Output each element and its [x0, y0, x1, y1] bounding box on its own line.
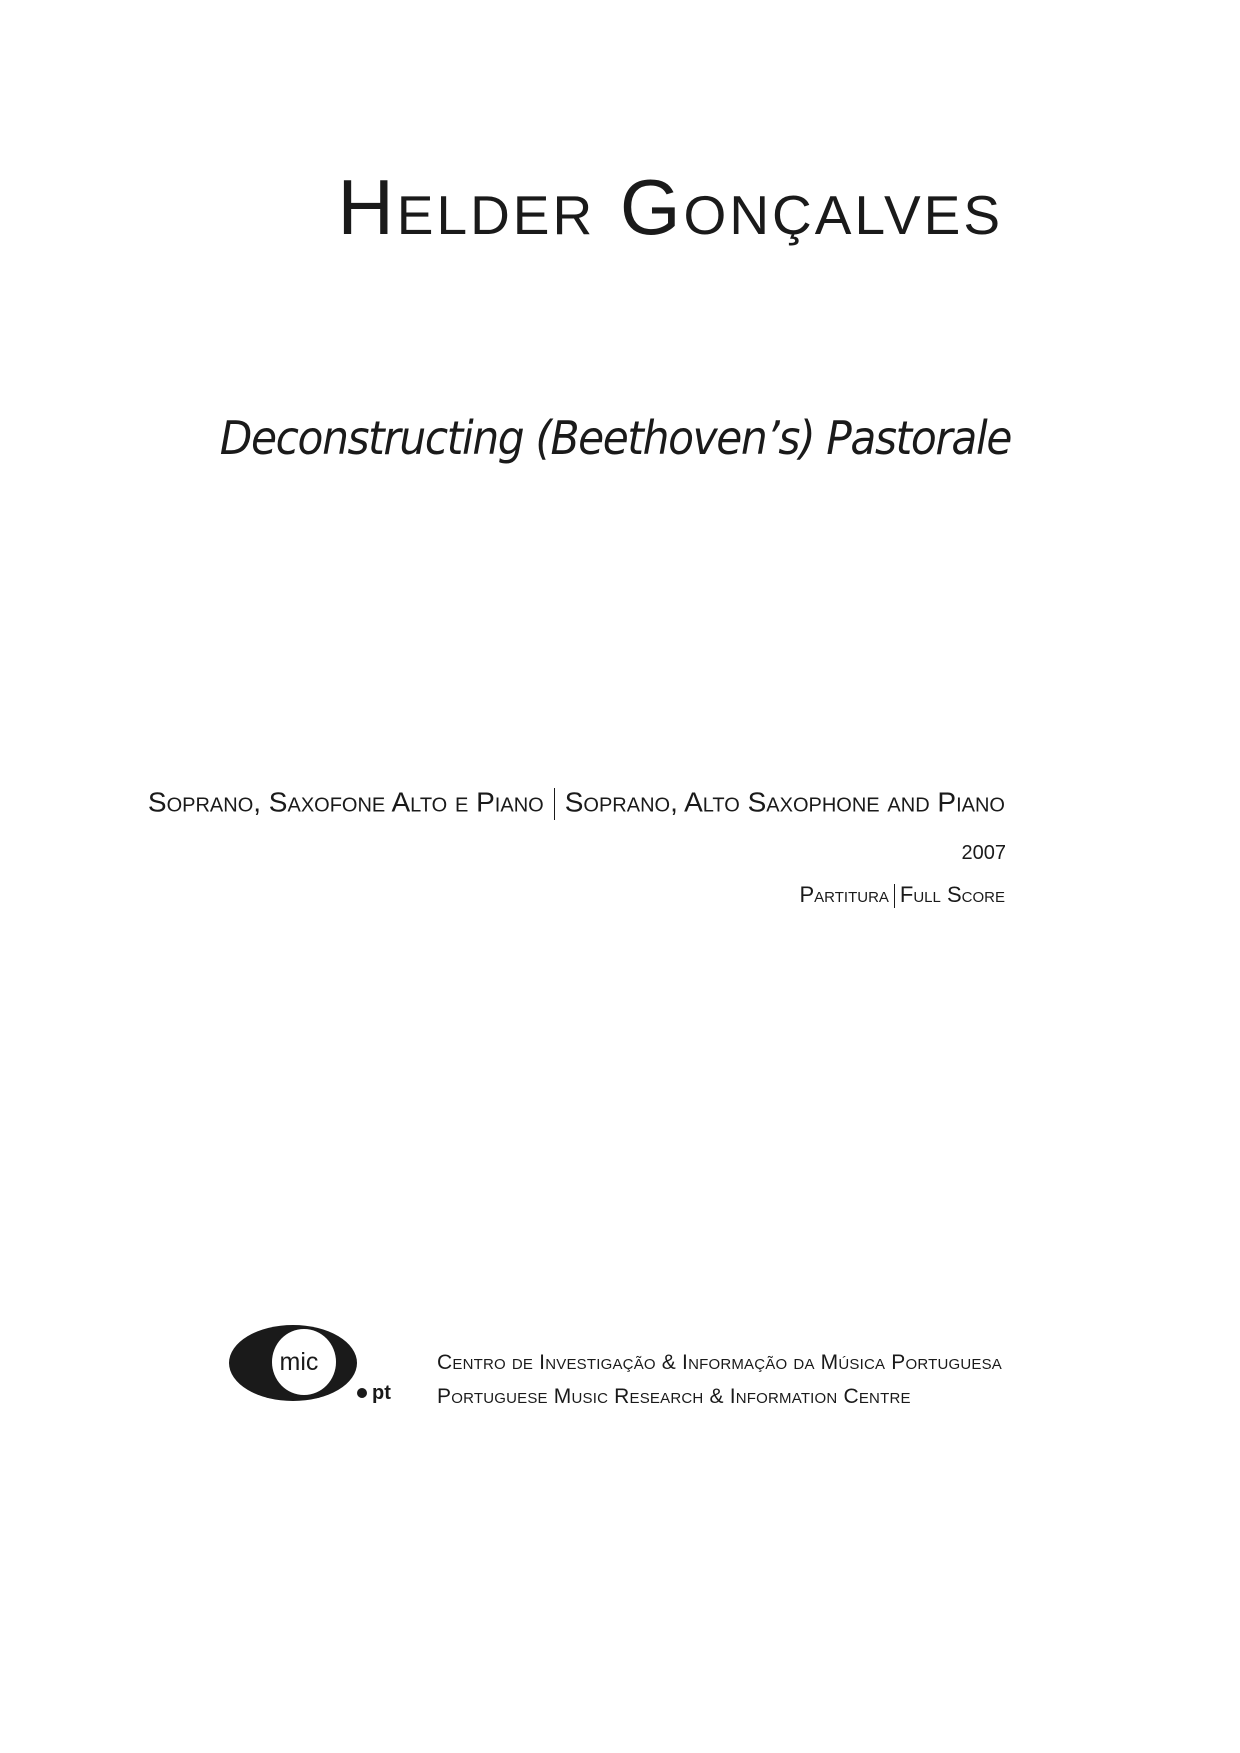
institution-name-pt: Centro de Investigação & Informação da Música Portuguesa	[437, 1351, 1002, 1374]
score-type-pt: Partitura	[799, 882, 889, 907]
logo-suffix-text: pt	[372, 1382, 391, 1404]
work-title: Deconstructing (Beethoven’s) Pastorale	[219, 411, 1011, 465]
logo-dot	[357, 1388, 367, 1398]
composition-year: 2007	[961, 842, 1006, 864]
mic-pt-logo	[228, 1318, 408, 1408]
logo-main-text: mic	[279, 1348, 319, 1376]
composer-name: Helder Gonçalves	[337, 163, 1003, 251]
institution-name-en: Portuguese Music Research & Information Centre	[437, 1385, 911, 1408]
separator	[894, 884, 895, 908]
instrumentation-en: Soprano, Alto Saxophone and Piano	[564, 786, 1005, 818]
separator	[554, 788, 555, 820]
score-type	[800, 884, 1006, 908]
instrumentation	[148, 788, 1005, 820]
score-type-en: Full Score	[899, 882, 1005, 907]
institution-names	[437, 1346, 1002, 1414]
instrumentation-pt: Soprano, Saxofone Alto e Piano	[147, 786, 544, 818]
